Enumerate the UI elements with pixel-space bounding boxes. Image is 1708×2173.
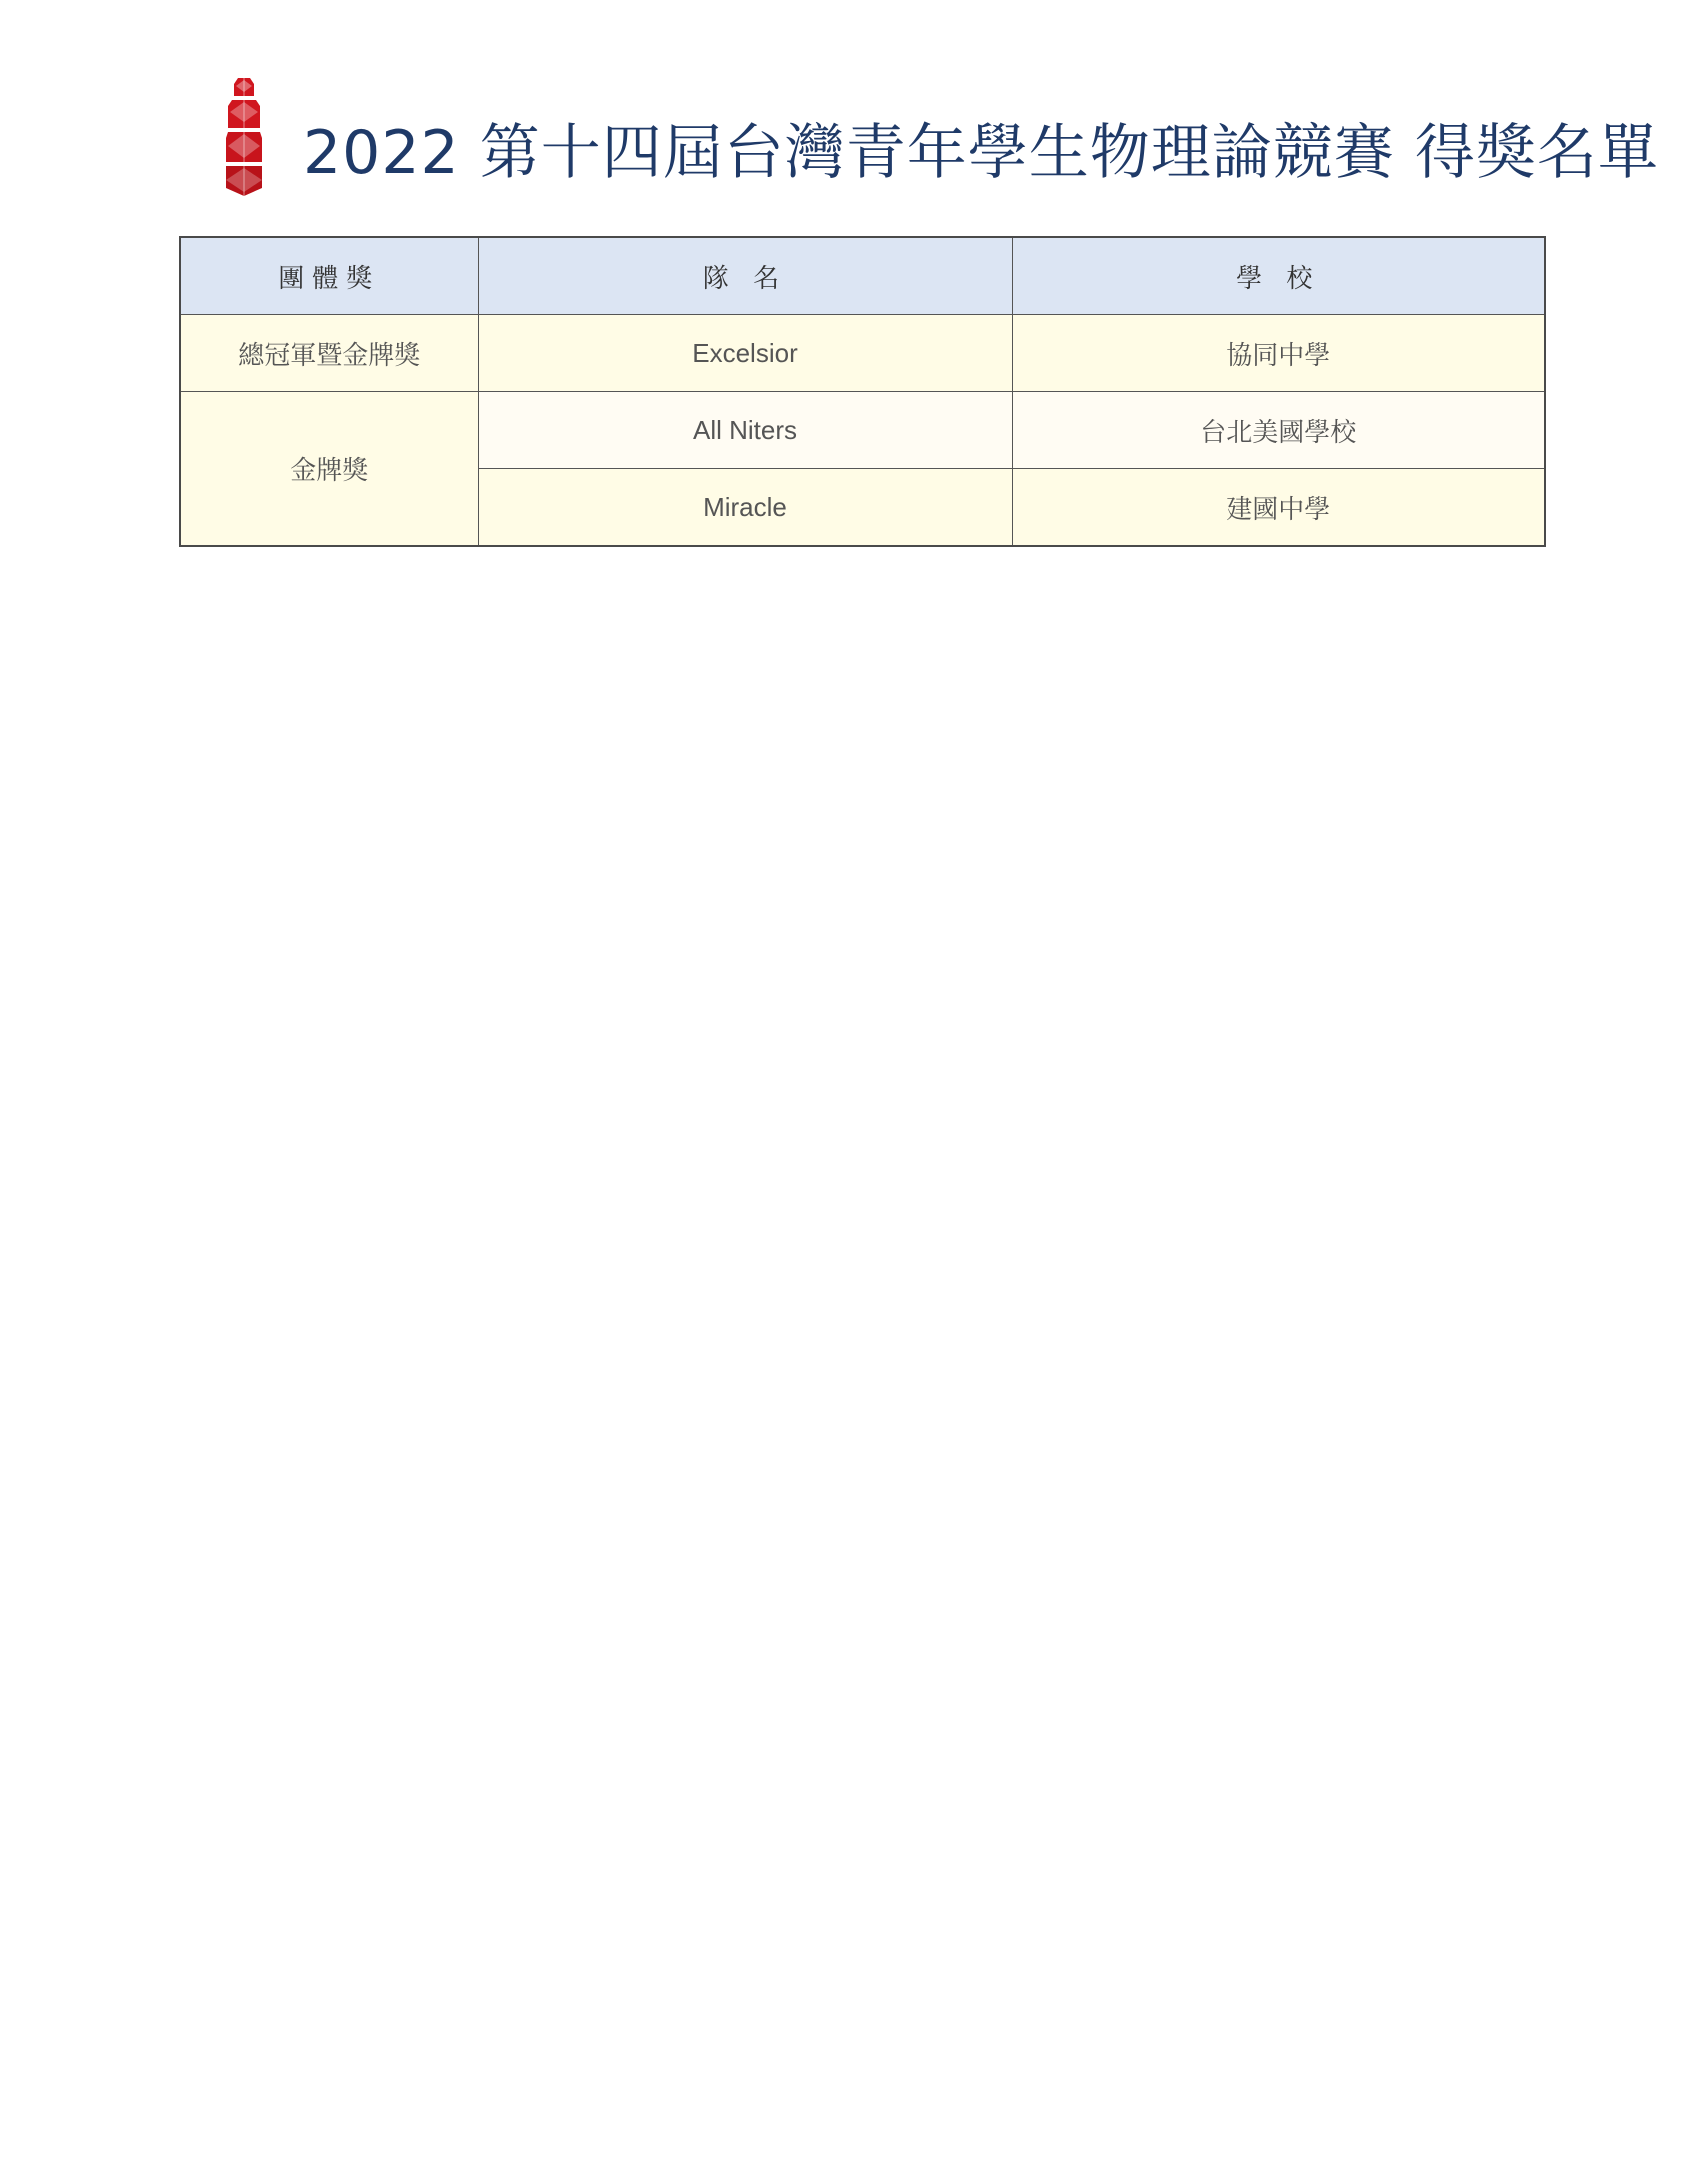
table-header-row bbox=[180, 237, 1545, 315]
award-cell: 金牌獎 bbox=[180, 392, 478, 547]
page-header bbox=[224, 76, 264, 198]
table-row bbox=[180, 392, 1545, 469]
team-cell: Miracle bbox=[478, 469, 1012, 547]
school-cell: 協同中學 bbox=[1012, 315, 1545, 392]
team-cell: Excelsior bbox=[478, 315, 1012, 392]
school-cell: 建國中學 bbox=[1012, 469, 1545, 547]
column-header-team: 隊 名 bbox=[478, 237, 1012, 315]
school-cell: 台北美國學校 bbox=[1012, 392, 1545, 469]
team-cell: All Niters bbox=[478, 392, 1012, 469]
column-header-award: 團體獎 bbox=[180, 237, 478, 315]
award-cell: 總冠軍暨金牌獎 bbox=[180, 315, 478, 392]
table-row bbox=[180, 315, 1545, 392]
column-header-school: 學 校 bbox=[1012, 237, 1545, 315]
building-logo-icon bbox=[224, 76, 264, 198]
page-title: 2022 第十四屆台灣青年學生物理論競賽 得獎名單 bbox=[303, 118, 1659, 188]
awards-table bbox=[179, 236, 1546, 547]
